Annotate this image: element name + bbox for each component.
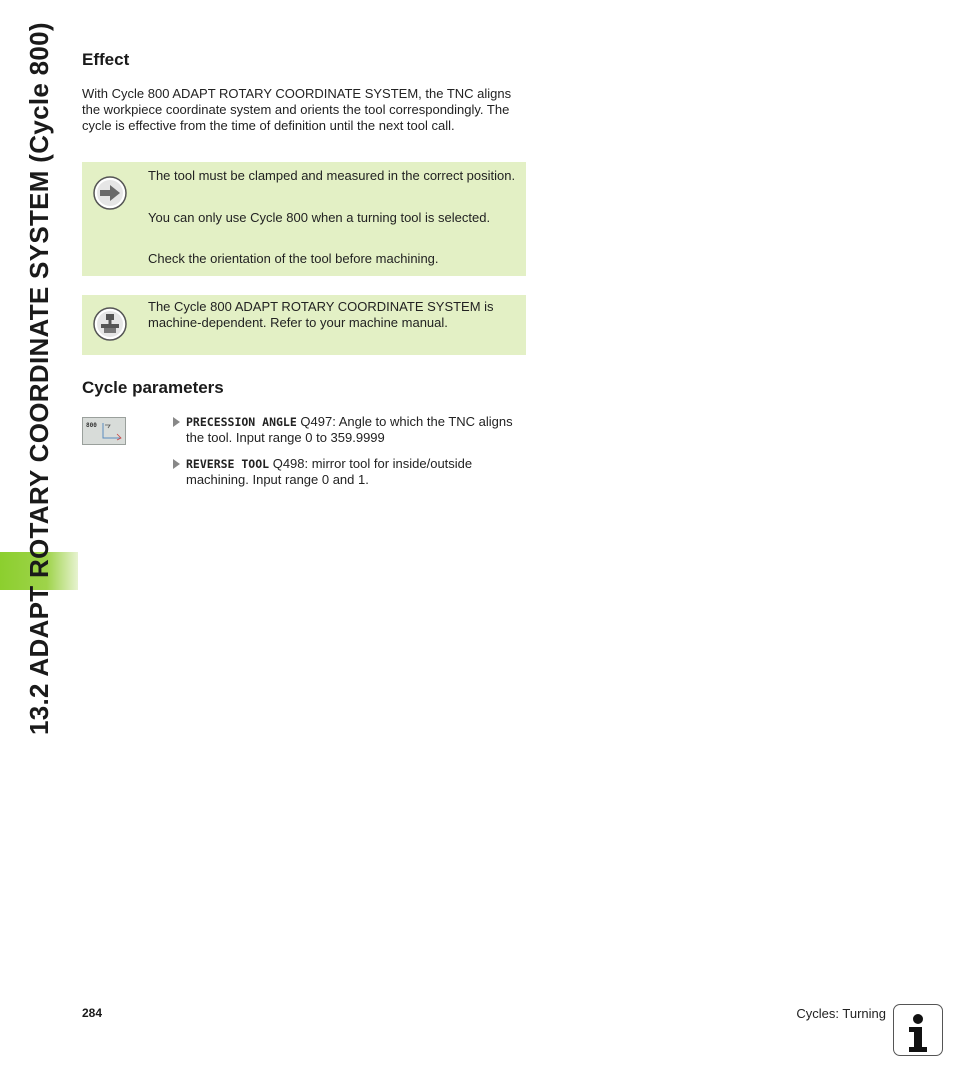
bullet-arrow-icon bbox=[173, 459, 180, 469]
note-line: The Cycle 800 ADAPT ROTARY COORDINATE SYSTEM is machine-dependent. Refer to your machine manual. bbox=[148, 299, 494, 330]
chapter-title: 13.2 ADAPT ROTARY COORDINATE SYSTEM (Cycle 800) bbox=[24, 22, 54, 735]
param-description: Q498: mirror tool for inside/outside machining. Input range 0 and 1. bbox=[186, 456, 473, 487]
chapter-title-vertical bbox=[24, 0, 64, 735]
note-line: You can only use Cycle 800 when a turning tool is selected. bbox=[148, 210, 491, 225]
section-name: Cycles: Turning bbox=[796, 1006, 886, 1021]
arrow-right-icon bbox=[93, 176, 127, 210]
thumbnail-label: 800 bbox=[86, 422, 97, 429]
cycle-parameters-heading: Cycle parameters bbox=[82, 378, 224, 397]
note-line: Check the orientation of the tool before machining. bbox=[148, 251, 439, 266]
info-icon bbox=[893, 1004, 943, 1056]
bullet-arrow-icon bbox=[173, 417, 180, 427]
effect-heading: Effect bbox=[82, 50, 130, 69]
note-box-tool bbox=[82, 162, 526, 276]
param-keyword: REVERSE TOOL bbox=[186, 457, 270, 471]
machine-icon bbox=[93, 307, 127, 341]
param-description: Q497: Angle to which the TNC aligns the tool. Input range 0 to 359.9999 bbox=[186, 414, 513, 445]
cycle-thumbnail bbox=[82, 417, 126, 445]
note-box-machine bbox=[82, 295, 526, 355]
effect-paragraph: With Cycle 800 ADAPT ROTARY COORDINATE SYSTEM, the TNC aligns the workpiece coordinate system and orients the tool correspondingly. The cycle is effective from the time of definition until the next tool call. bbox=[82, 86, 512, 133]
param-keyword: PRECESSION ANGLE bbox=[186, 415, 297, 429]
page-number: 284 bbox=[82, 1006, 103, 1020]
note-line: The tool must be clamped and measured in the correct position. bbox=[148, 168, 516, 183]
cycle-graphic-icon bbox=[83, 418, 125, 444]
